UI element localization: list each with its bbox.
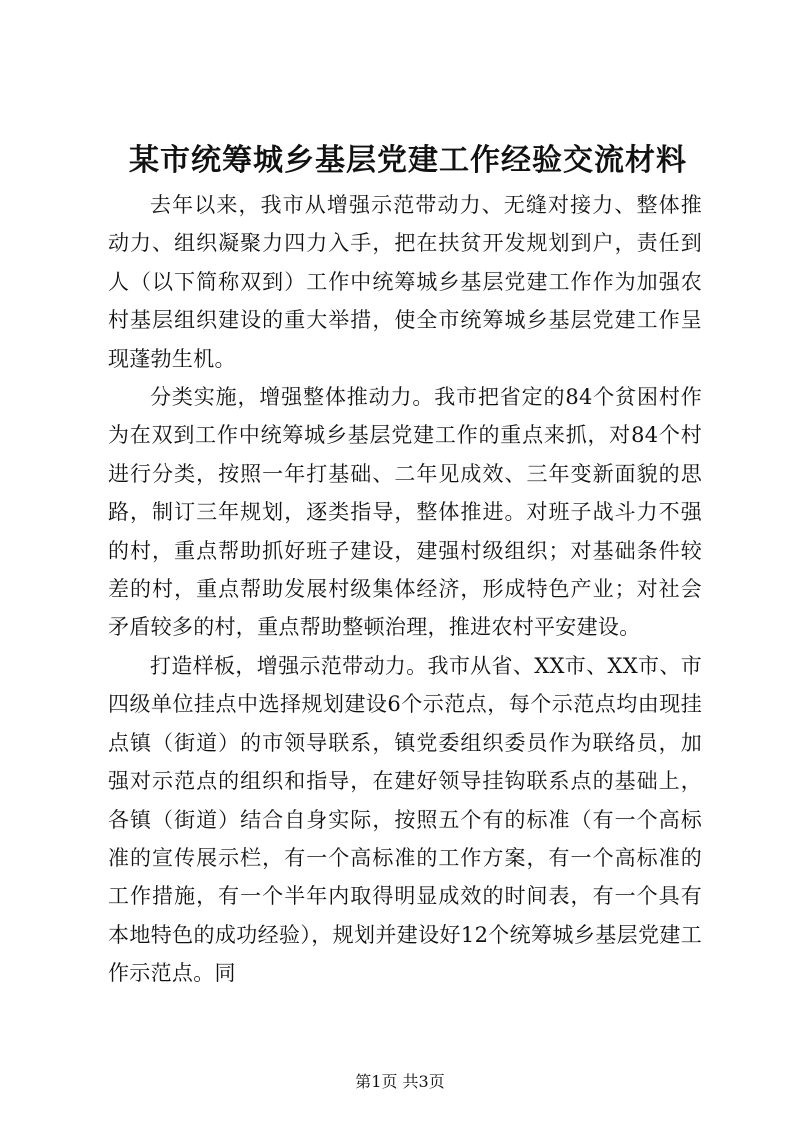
document-title: 某市统筹城乡基层党建工作经验交流材料	[129, 143, 687, 178]
document-body	[108, 186, 702, 993]
page-number-footer: 第1页 共3页	[355, 1072, 445, 1091]
paragraph-classification: 分类实施，增强整体推动力。我市把省定的84个贫困村作为在双到工作中统筹城乡基层党建工作的重点来抓，对84个村进行分类，按照一年打基础、二年见成效、三年变新面貌的思路，制订三年规划，逐类指导，整体推进。对班子战斗力不强的村，重点帮助抓好班子建设，建强村级组织；对基础条件较差的村，重点帮助发展村级集体经济，形成特色产业；对社会矛盾较多的村，重点帮助整顿治理，推进农村平安建设。	[108, 385, 702, 640]
paragraph-model: 打造样板，增强示范带动力。我市从省、XX市、XX市、市四级单位挂点中选择规划建设6个示范点，每个示范点均由现挂点镇（街道）的市领导联系，镇党委组织委员作为联络员，加强对示范点的组织和指导，在建好领导挂钩联系点的基础上，各镇（街道）结合自身实际，按照五个有的标准（有一个高标准的宣传展示栏，有一个高标准的工作方案，有一个高标准的工作措施，有一个半年内取得明显成效的时间表，有一个具有本地特色的成功经验），规划并建设好12个统筹城乡基层党建工作示范点。同	[108, 653, 702, 986]
paragraph-intro: 去年以来，我市从增强示范带动力、无缝对接力、整体推动力、组织凝聚力四力入手，把在扶贫开发规划到户，责任到人（以下简称双到）工作中统筹城乡基层党建工作作为加强农村基层组织建设的重大举措，使全市统筹城乡基层党建工作呈现蓬勃生机。	[108, 193, 702, 371]
